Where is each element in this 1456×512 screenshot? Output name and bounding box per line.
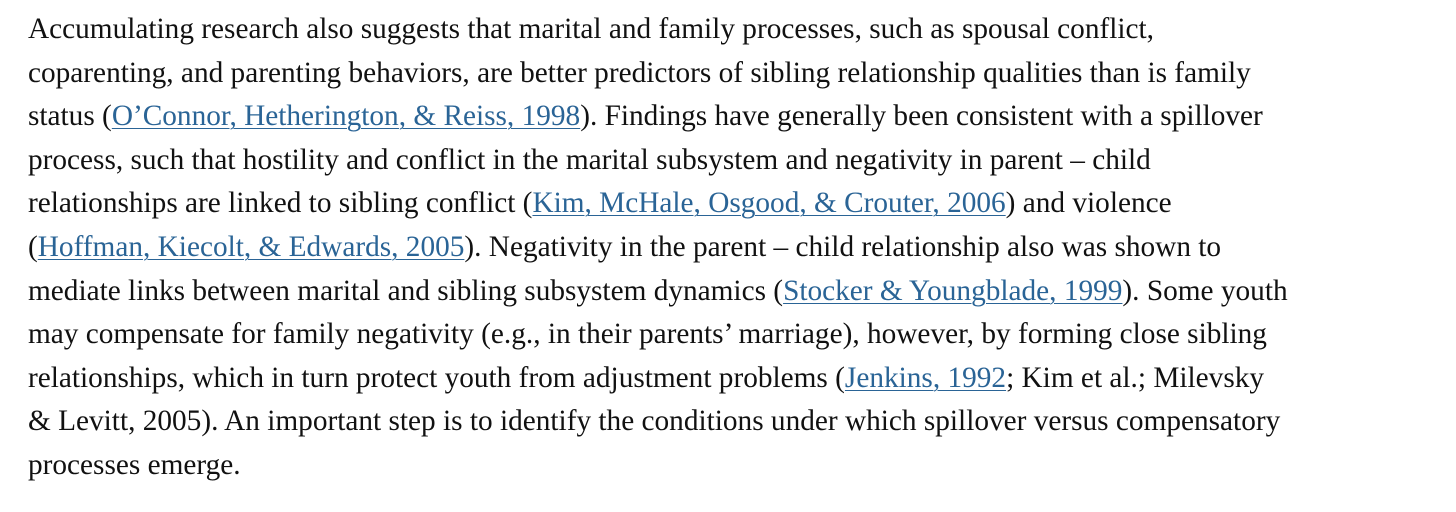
text: ). Findings have generally been consistent with a spillover	[580, 100, 1263, 133]
text: Accumulating research also suggests that marital and family processes, such as spousal conflict,	[28, 13, 1154, 45]
text: may compensate for family negativity (e.g., in their parents’ marriage), however, by forming close sibling	[28, 318, 1267, 351]
line-5	[28, 182, 1428, 226]
line-10	[28, 400, 1428, 444]
text: & Levitt, 2005). An important step is to identify the conditions under which spillover versus compensatory	[28, 405, 1281, 438]
text: (	[28, 230, 38, 263]
line-1	[28, 8, 1428, 52]
line-9	[28, 357, 1428, 401]
text: ). Negativity in the parent – child relationship also was shown to	[464, 230, 1222, 263]
line-3	[28, 95, 1428, 139]
line-4	[28, 139, 1428, 183]
text: status (	[28, 100, 112, 133]
line-6	[28, 226, 1428, 270]
citation-link-oconnor-1998[interactable]: O’Connor, Hetherington, & Reiss, 1998	[111, 100, 581, 133]
text: ) and violence	[1005, 187, 1172, 220]
text: mediate links between marital and sibling subsystem dynamics (	[28, 274, 784, 307]
text: relationships, which in turn protect youth from adjustment problems (	[28, 361, 845, 394]
text: ). Some youth	[1122, 274, 1288, 307]
text: coparenting, and parenting behaviors, are better predictors of sibling relationship qualities than is family	[28, 56, 1251, 89]
line-8	[28, 313, 1428, 357]
line-7	[28, 270, 1428, 314]
citation-link-kim-2006[interactable]: Kim, McHale, Osgood, & Crouter, 2006	[532, 187, 1006, 220]
body-paragraph	[28, 8, 1428, 488]
text: ; Kim et al.; Milevsky	[1006, 361, 1265, 394]
line-2	[28, 52, 1428, 96]
citation-link-jenkins-1992[interactable]: Jenkins, 1992	[844, 361, 1007, 394]
text: relationships are linked to sibling conflict (	[28, 187, 533, 220]
citation-link-hoffman-2005[interactable]: Hoffman, Kiecolt, & Edwards, 2005	[37, 230, 465, 263]
line-11	[28, 444, 1428, 488]
text: processes emerge.	[28, 448, 241, 481]
citation-link-stocker-1999[interactable]: Stocker & Youngblade, 1999	[783, 274, 1123, 307]
text: process, such that hostility and conflict in the marital subsystem and negativity in parent – child	[28, 143, 1151, 176]
